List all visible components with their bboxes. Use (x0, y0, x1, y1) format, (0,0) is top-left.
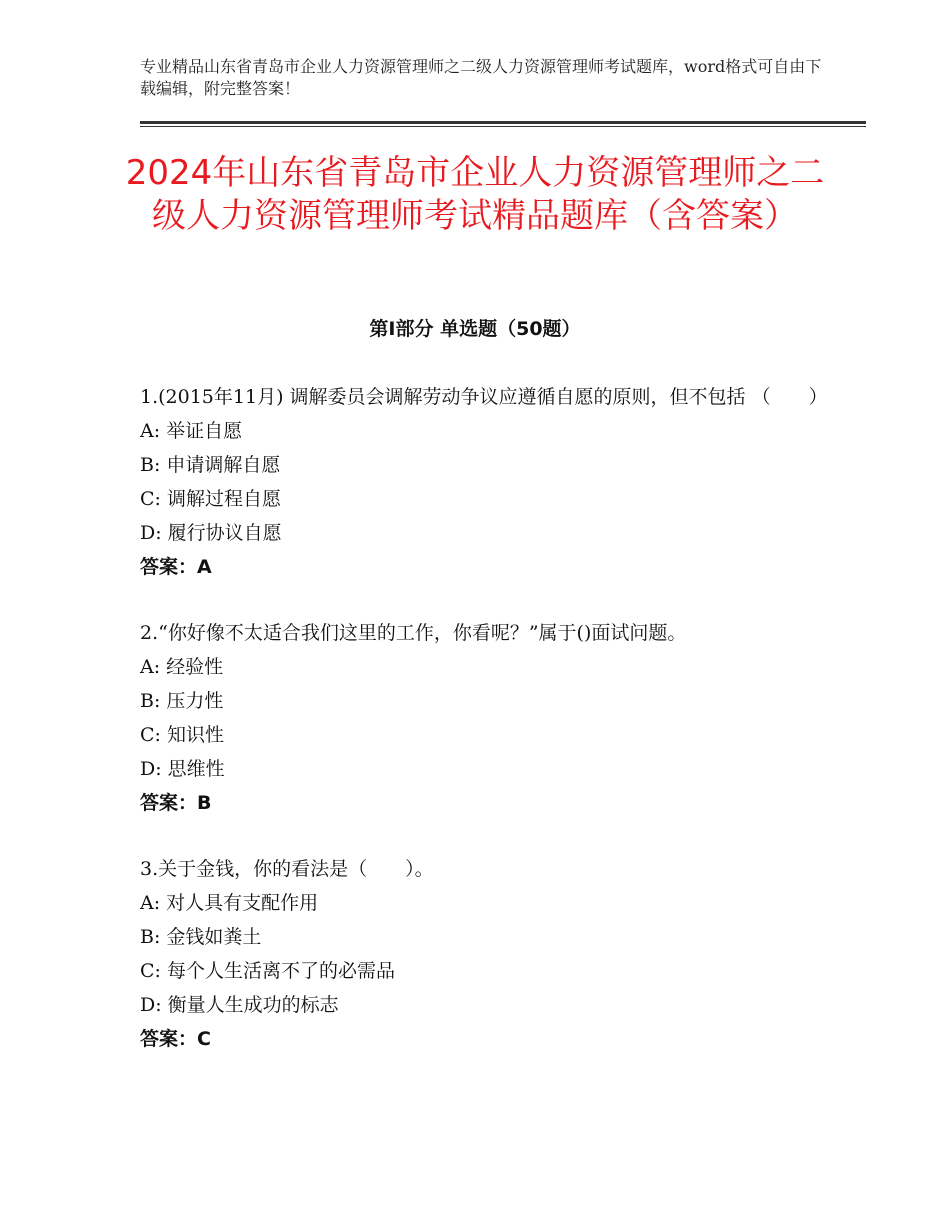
option-b: B: 压力性 (140, 690, 224, 712)
header-divider-thick (140, 121, 866, 124)
option-a: A: 经验性 (140, 656, 224, 678)
option-a: A: 对人具有支配作用 (140, 892, 319, 914)
header-divider-thin (140, 126, 866, 127)
question-1 (140, 380, 828, 584)
question-stem: 1.(2015年11月) 调解委员会调解劳动争议应遵循自愿的原则，但不包括 （ ） (140, 386, 828, 408)
question-2 (140, 616, 820, 820)
question-3 (140, 852, 820, 1056)
section-title: 第Ⅰ部分 单选题（50题） (369, 318, 581, 340)
answer-label: 答案：A (140, 556, 212, 578)
question-stem: 3.关于金钱，你的看法是（ ）。 (140, 858, 434, 880)
option-c: C: 知识性 (140, 724, 224, 746)
option-c: C: 调解过程自愿 (140, 488, 281, 510)
option-d: D: 思维性 (140, 758, 225, 780)
answer-label: 答案：B (140, 792, 212, 814)
question-stem: 2.“你好像不太适合我们这里的工作，你看呢？”属于()面试问题。 (140, 622, 687, 644)
option-a: A: 举证自愿 (140, 420, 243, 442)
option-b: B: 金钱如粪土 (140, 926, 262, 948)
option-d: D: 衡量人生成功的标志 (140, 994, 339, 1016)
document-title: 2024年山东省青岛市企业人力资源管理师之二级人力资源管理师考试精品题库（含答案） (125, 153, 825, 236)
answer-label: 答案：C (140, 1028, 211, 1050)
question-list (140, 380, 828, 1088)
option-d: D: 履行协议自愿 (140, 522, 282, 544)
header-note: 专业精品山东省青岛市企业人力资源管理师之二级人力资源管理师考试题库，word格式可自由下载编辑，附完整答案！ (140, 57, 822, 98)
option-b: B: 申请调解自愿 (140, 454, 281, 476)
option-c: C: 每个人生活离不了的必需品 (140, 960, 395, 982)
